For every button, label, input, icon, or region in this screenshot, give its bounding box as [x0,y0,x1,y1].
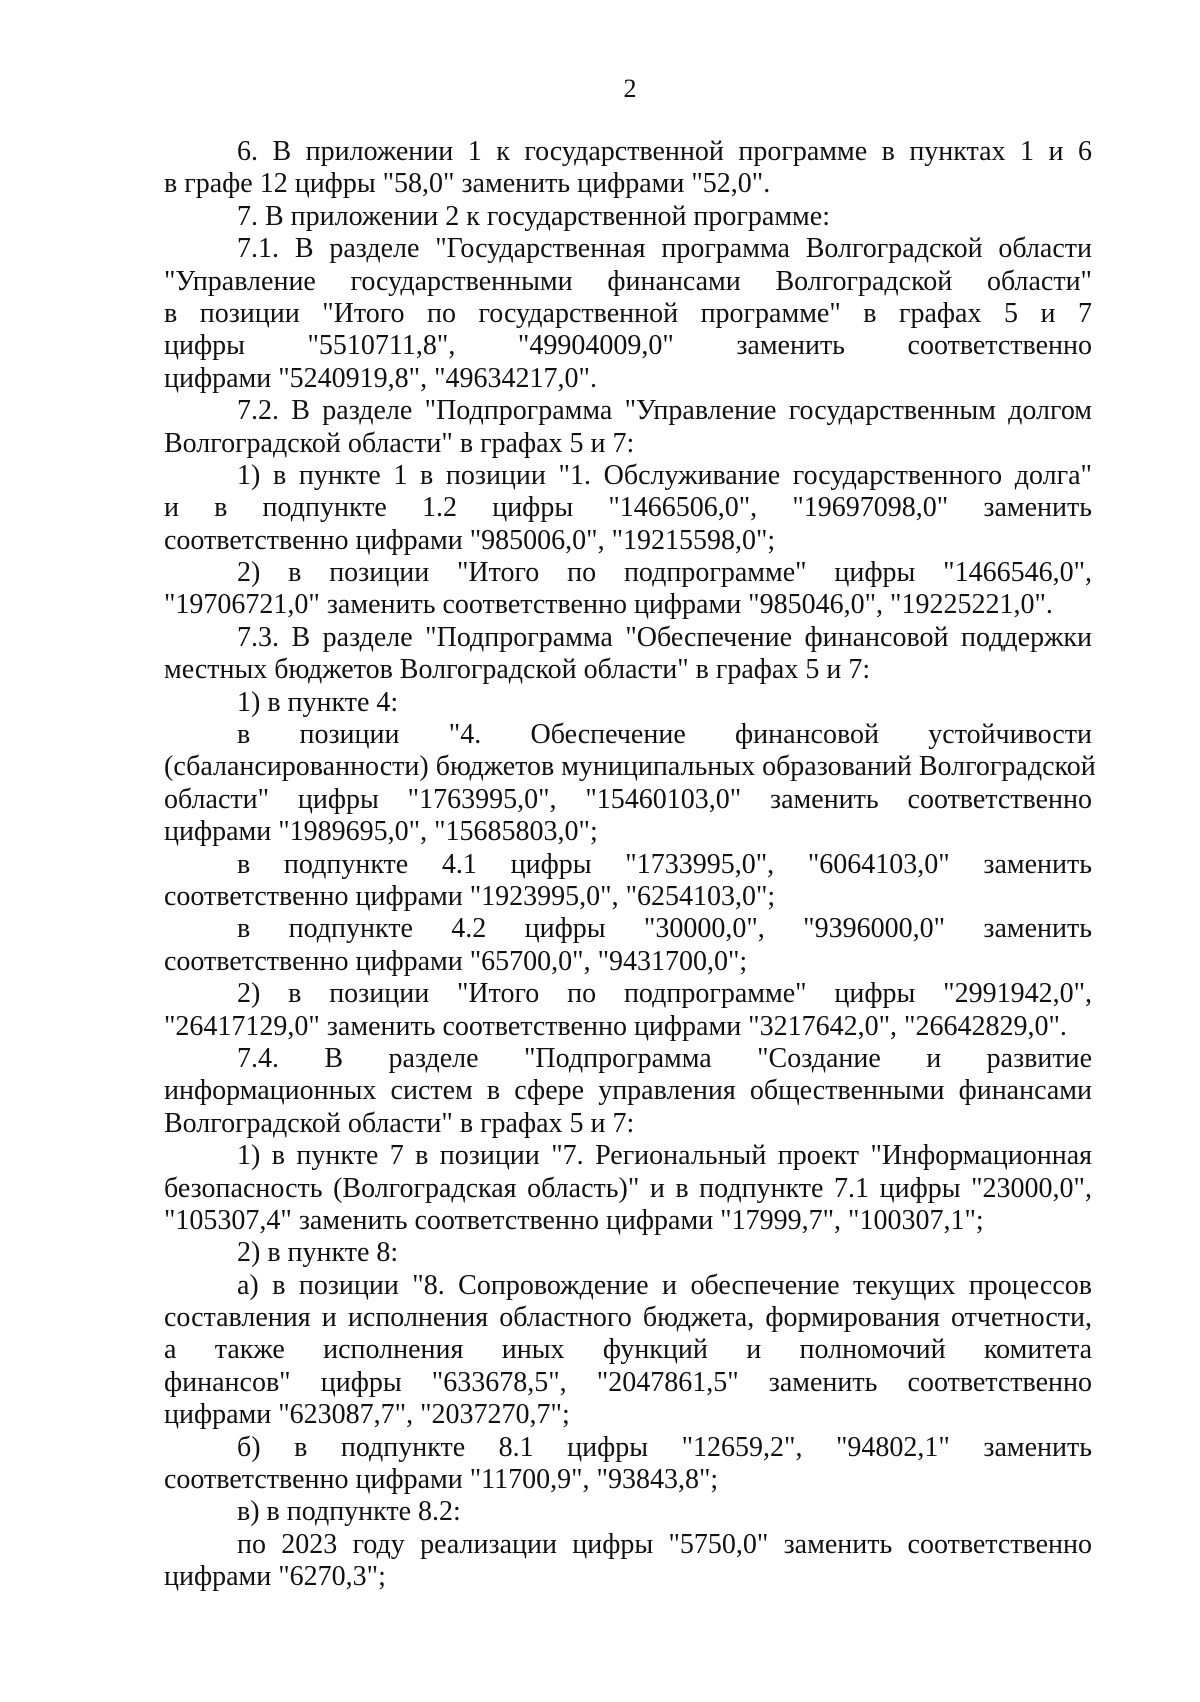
paragraph-line: соответственно цифрами "985006,0", "19215598,0"; [164,524,776,556]
paragraph-line: соответственно цифрами "1923995,0", "6254103,0"; [164,880,776,912]
paragraph-line: информационных систем в сфере управления общественными финансами [164,1075,1092,1107]
paragraph-line: 7.1. В разделе "Государственная программа Волгоградской области [237,233,1092,265]
paragraph-line: 2) в позиции "Итого по подпрограмме" цифры "2991942,0", [237,978,1092,1010]
paragraph-line: б) в подпункте 8.1 цифры "12659,2", "94802,1" заменить [237,1431,1092,1463]
paragraph-line: 2) в пункте 8: [237,1237,399,1269]
paragraph-line: составления и исполнения областного бюджета, формирования отчетности, [164,1302,1092,1334]
paragraph-line: "105307,4" заменить соответственно цифрами "17999,7", "100307,1"; [164,1204,984,1236]
paragraph-line: в подпункте 4.2 цифры "30000,0", "9396000,0" заменить [237,913,1092,945]
paragraph-line: цифрами "623087,7", "2037270,7"; [164,1399,570,1431]
paragraph-line: 7.3. В разделе "Подпрограмма "Обеспечение финансовой поддержки [237,621,1092,653]
paragraph-line: соответственно цифрами "11700,9", "93843,8"; [164,1464,719,1496]
paragraph-line: а также исполнения иных функций и полномочий комитета [164,1334,1092,1366]
page-number: 2 [623,74,637,103]
paragraph-line: "19706721,0" заменить соответственно цифрами "985046,0", "19225221,0". [164,589,1053,621]
paragraph-line: цифры "5510711,8", "49904009,0" заменить соответственно [164,330,1092,362]
paragraph-line: цифрами "1989695,0", "15685803,0"; [164,816,598,848]
paragraph-line: в подпункте 4.1 цифры "1733995,0", "6064103,0" заменить [237,848,1092,880]
paragraph-line: 7.2. В разделе "Подпрограмма "Управление государственным долгом [237,395,1092,427]
paragraph-line: и в подпункте 1.2 цифры "1466506,0", "19697098,0" заменить [164,492,1092,524]
document-body [164,136,1096,1594]
paragraph-line: 6. В приложении 1 к государственной программе в пунктах 1 и 6 [237,136,1092,167]
paragraph-line: 7.4. В разделе "Подпрограмма "Создание и развитие [237,1042,1092,1074]
paragraph-line: безопасность (Волгоградская область)" и в подпункте 7.1 цифры "23000,0", [164,1172,1092,1204]
paragraph-line: в графе 12 цифры "58,0" заменить цифрами "52,0". [164,168,771,200]
paragraph-line: Волгоградской области" в графах 5 и 7: [164,427,635,459]
paragraph-line: финансов" цифры "633678,5", "2047861,5" заменить соответственно [164,1366,1092,1398]
paragraph-line: 1) в пункте 1 в позиции "1. Обслуживание государственного долга" [237,459,1092,491]
paragraph-line: 1) в пункте 4: [237,686,399,718]
paragraph-line: соответственно цифрами "65700,0", "9431700,0"; [164,945,748,977]
paragraph-line: в) в подпункте 8.2: [237,1496,461,1528]
paragraph-line: 2) в позиции "Итого по подпрограмме" цифры "1466546,0", [237,557,1092,589]
paragraph-line: (сбалансированности) бюджетов муниципальных образований Волгоградской [164,751,1096,783]
paragraph-line: а) в позиции "8. Сопровождение и обеспечение текущих процессов [237,1269,1092,1301]
paragraph-line: 7. В приложении 2 к государственной программе: [237,200,830,232]
paragraph-line: цифрами "6270,3"; [164,1561,386,1593]
paragraph-line: 1) в пункте 7 в позиции "7. Региональный проект "Информационная [237,1140,1092,1172]
paragraph-line: в позиции "4. Обеспечение финансовой устойчивости [237,719,1092,751]
paragraph-line: местных бюджетов Волгоградской области" в графах 5 и 7: [164,654,871,686]
paragraph-line: Волгоградской области" в графах 5 и 7: [164,1107,635,1139]
paragraph-line: "26417129,0" заменить соответственно цифрами "3217642,0", "26642829,0". [164,1010,1067,1042]
paragraph-line: в позиции "Итого по государственной программе" в графах 5 и 7 [164,297,1092,329]
paragraph-line: цифрами "5240919,8", "49634217,0". [164,362,597,394]
paragraph-line: "Управление государственными финансами Волгоградской области" [164,265,1092,297]
paragraph-line: по 2023 году реализации цифры "5750,0" заменить соответственно [237,1528,1092,1560]
paragraph-line: области" цифры "1763995,0", "15460103,0" заменить соответственно [164,783,1092,815]
